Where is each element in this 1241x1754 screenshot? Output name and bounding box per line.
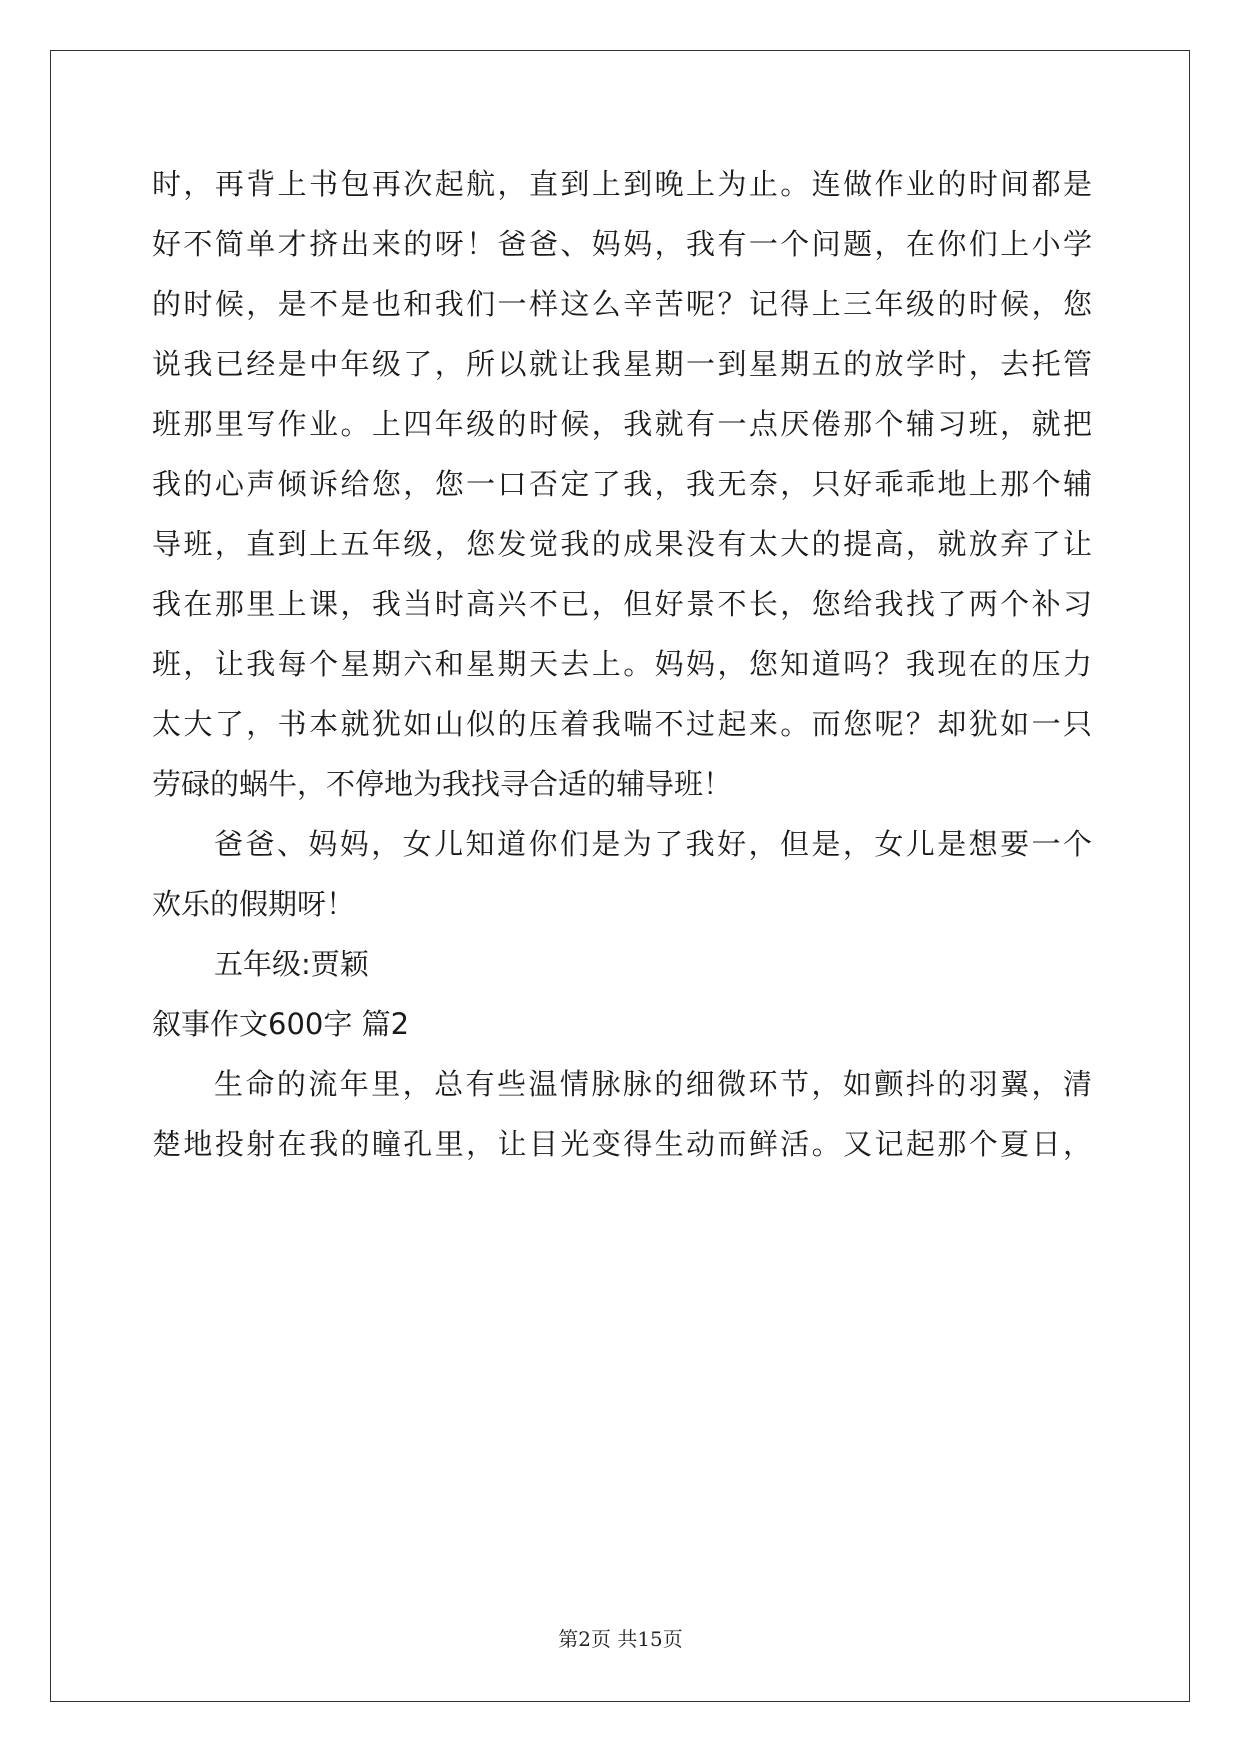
section-heading: 叙事作文600字 篇2 <box>152 1007 410 1041</box>
paragraph-line: 劳碌的蜗牛，不停地为我找寻合适的辅导班！ <box>152 767 733 801</box>
paragraph-line: 导班，直到上五年级，您发觉我的成果没有太大的提高，就放弃了让 <box>152 527 1092 561</box>
paragraph-line: 班，让我每个星期六和星期天去上。妈妈，您知道吗？我现在的压力 <box>152 647 1092 681</box>
paragraph-line: 生命的流年里，总有些温情脉脉的细微环节，如颤抖的羽翼，清 <box>214 1067 1092 1101</box>
paragraph-line: 时，再背上书包再次起航，直到上到晚上为止。连做作业的时间都是 <box>152 167 1092 201</box>
page-footer: 第2页 共15页 <box>558 1627 683 1651</box>
paragraph-line: 班那里写作业。上四年级的时候，我就有一点厌倦那个辅习班，就把 <box>152 407 1092 441</box>
paragraph-line: 我的心声倾诉给您，您一口否定了我，我无奈，只好乖乖地上那个辅 <box>152 467 1092 501</box>
paragraph-line: 楚地投射在我的瞳孔里，让目光变得生动而鲜活。又记起那个夏日， <box>152 1127 1092 1161</box>
paragraph-line: 说我已经是中年级了，所以就让我星期一到星期五的放学时，去托管 <box>152 347 1092 381</box>
paragraph-line: 我在那里上课，我当时高兴不已，但好景不长，您给我找了两个补习 <box>152 587 1092 621</box>
paragraph-line: 好不简单才挤出来的呀！爸爸、妈妈，我有一个问题，在你们上小学 <box>152 227 1092 261</box>
paragraph-line: 的时候，是不是也和我们一样这么辛苦呢？记得上三年级的时候，您 <box>152 287 1092 321</box>
paragraph-line: 欢乐的假期呀！ <box>152 887 356 921</box>
signature: 五年级:贾颖 <box>214 947 369 981</box>
paragraph-line: 太大了，书本就犹如山似的压着我喘不过起来。而您呢？却犹如一只 <box>152 707 1092 741</box>
paragraph-line: 爸爸、妈妈，女儿知道你们是为了我好，但是，女儿是想要一个 <box>214 827 1092 861</box>
